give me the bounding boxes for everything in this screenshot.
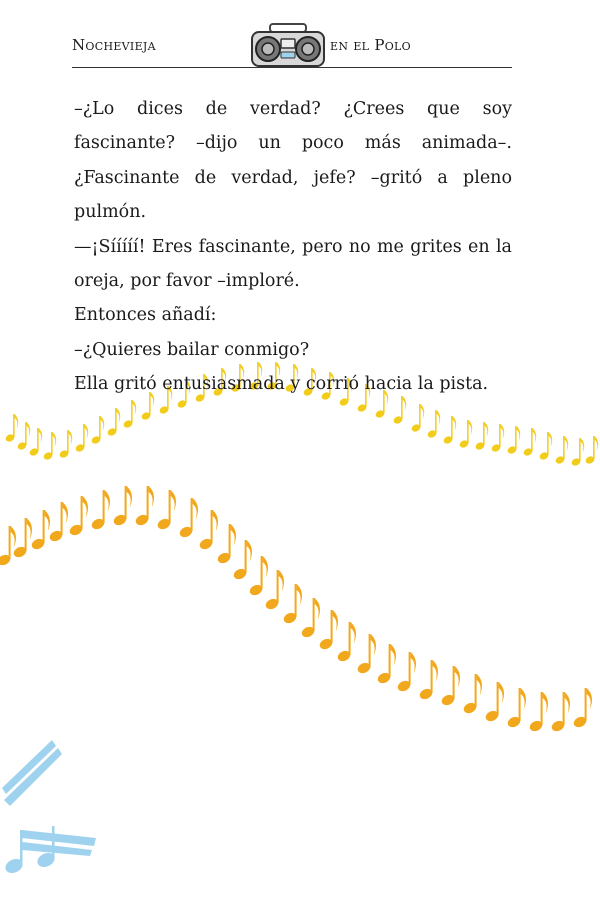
music-notes-blue [2,740,96,876]
paragraph: —¡Sííííí! Eres fascinante, pero no me grites en la oreja, por favor –imploré. [74,236,512,292]
header-right-title: en el Polo [330,36,411,54]
header-left-title: Nochevieja [72,36,156,54]
music-notes-orange [0,486,592,733]
paragraph: Ella gritó entusiasmada y corrió hacia la pista. [74,374,489,395]
paragraph: –¿Lo dices de verdad? ¿Crees que soy fascinante? –dijo un poco más animada–. ¿Fascinante de verdad, jefe? –gritó a pleno pulmón. [74,99,512,223]
story-text [74,92,512,402]
paragraph: –¿Quieres bailar conmigo? [74,339,310,360]
paragraph: Entonces añadí: [74,305,217,326]
